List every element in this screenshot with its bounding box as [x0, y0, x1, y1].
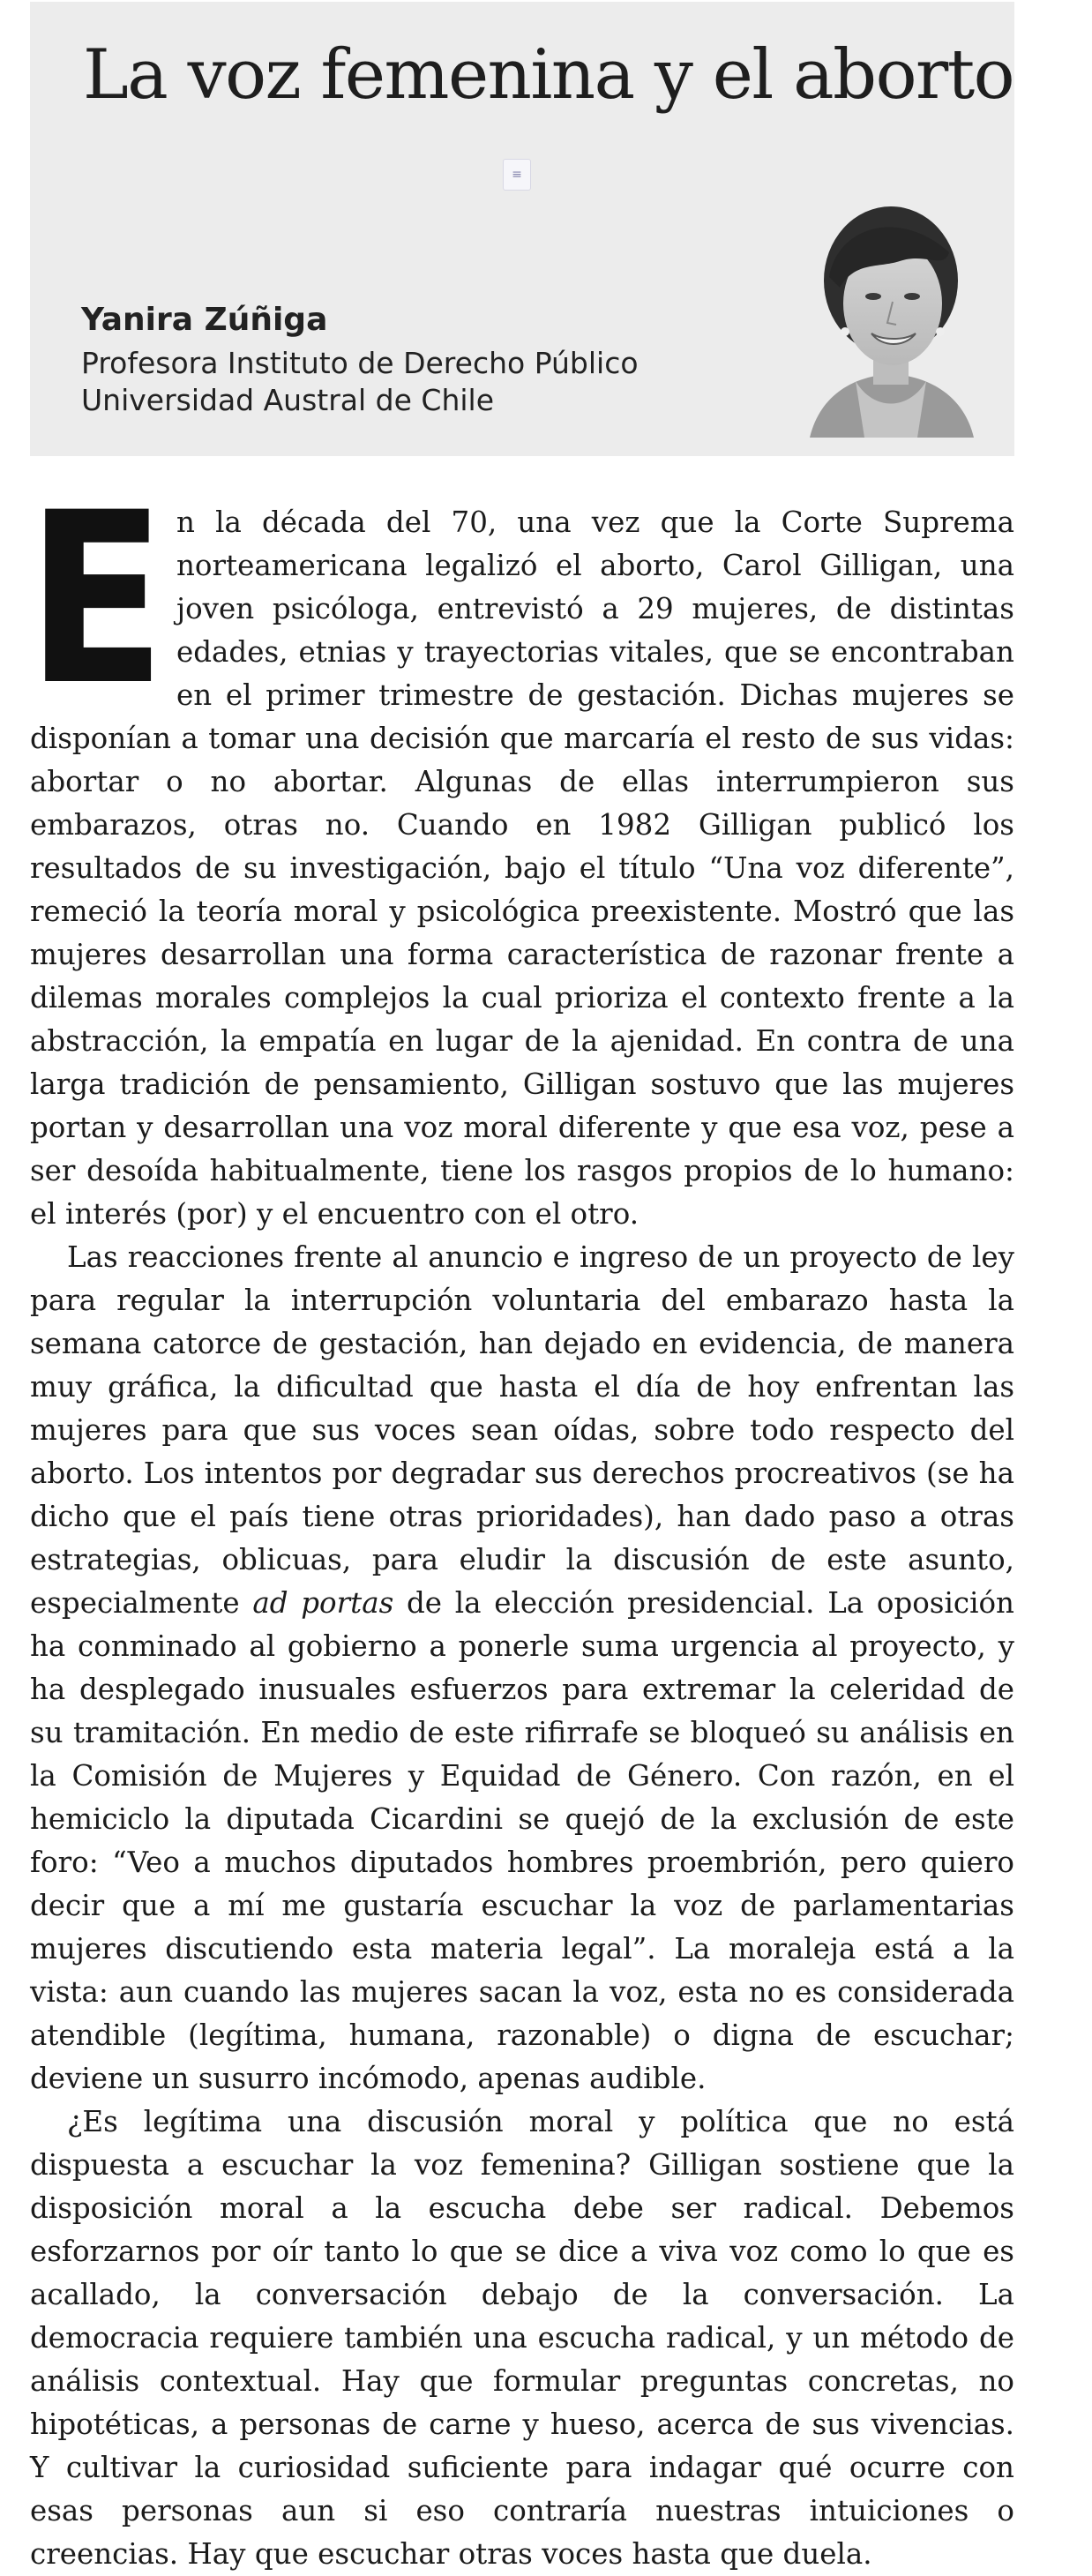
drop-cap-letter: E	[26, 462, 166, 738]
paragraph-3: ¿Es legítima una discusión moral y política que no está dispuesta a escuchar la voz femenina? Gilligan sostiene que la disposición moral a la escucha debe ser radical. Debemos esforzarnos por oír tanto lo que se dice a viva voz como lo que es acallado, la conversación debajo de la conversación. La democracia requiere también una escucha radical, y un método de análisis contextual. Hay que formular preguntas concretas, no hipotéticas, a personas de carne y hueso, acerca de sus vivencias. Y cultivar la curiosidad suficiente para indagar qué ocurre con esas personas aun si eso contraría nuestras intuiciones o creencias. Hay que escuchar otras voces hasta que duela.	[30, 2105, 1014, 2571]
article-body	[26, 462, 1014, 2576]
paragraph-2	[30, 1236, 1014, 2100]
author-name: Yanira Zúñiga	[81, 302, 328, 338]
paragraph-1-text: n la década del 70, una vez que la Corte Suprema norteamericana legalizó el aborto, Carol Gilligan, una joven psicóloga, entrevistó a 29 mujeres, de distintas edades, etnias y trayectorias vitales, que se encontraban en el primer trimestre de gestación. Dichas mujeres se disponían a tomar una decisión que marcaría el resto de sus vidas: abortar o no abortar. Algunas de ellas interrumpieron sus embarazos, otras no. Cuando en 1982 Gilligan publicó los resultados de su investigación, bajo el título “Una voz diferente”, remeció la teoría moral y psicológica preexistente. Mostró que las mujeres desarrollan una forma característica de razonar frente a dilemas morales complejos la cual prioriza el contexto frente a la abstracción, la empatía en lugar de la ajenidad. En contra de una larga tradición de pensamiento, Gilligan sostuvo que las mujeres portan y desarrollan una voz moral diferente y que esa voz, pese a ser desoída habitualmente, tiene los rasgos propios de lo humano: el interés (por) y el encuentro con el otro.	[30, 505, 1014, 1231]
paragraph-2-text-a: Las reacciones frente al anuncio e ingreso de un proyecto de ley para regular la interrupción voluntaria del embarazo hasta la semana catorce de gestación, han dejado en evidencia, de manera muy gráfica, la dificultad que hasta el día de hoy enfrentan las mujeres para que sus voces sean oídas, sobre todo respecto del aborto. Los intentos por degradar sus derechos procreativos (se ha dicho que el país tiene otras prioridades), han dado paso a otras estrategias, oblicuas, para eludir la discusión de este asunto, especialmente	[30, 1240, 1014, 1620]
drop-cap	[26, 462, 166, 738]
author-portrait	[794, 199, 988, 438]
column-header	[30, 2, 1014, 456]
paragraph-1	[26, 462, 1014, 1236]
paragraph-2-italic: ad portas	[252, 1586, 394, 1620]
note-icon[interactable]: ≡	[503, 159, 531, 191]
paragraph-2-text-b: de la elección presidencial. La oposición ha conminado al gobierno a ponerle suma urgencia al proyecto, y ha desplegado inusuales esfuerzos para extremar la celeridad de su tramitación. En medio de este rifirrafe se bloqueó su análisis en la Comisión de Mujeres y Equidad de Género. Con razón, en el hemiciclo la diputada Cicardini se quejó de la exclusión de este foro: “Veo a muchos diputados hombres proembrión, pero quiero decir que a mí me gustaría escuchar la voz de parlamentarias mujeres discutiendo esta materia legal”. La moraleja está a la vista: aun cuando las mujeres sacan la voz, esta no es considerada atendible (legítima, humana, razonable) o digna de escuchar; deviene un susurro incómodo, apenas audible.	[30, 1586, 1014, 2095]
headline: La voz femenina y el aborto	[83, 35, 1014, 115]
author-role: Profesora Instituto de Derecho Público	[81, 346, 639, 380]
author-institution: Universidad Austral de Chile	[81, 383, 495, 417]
